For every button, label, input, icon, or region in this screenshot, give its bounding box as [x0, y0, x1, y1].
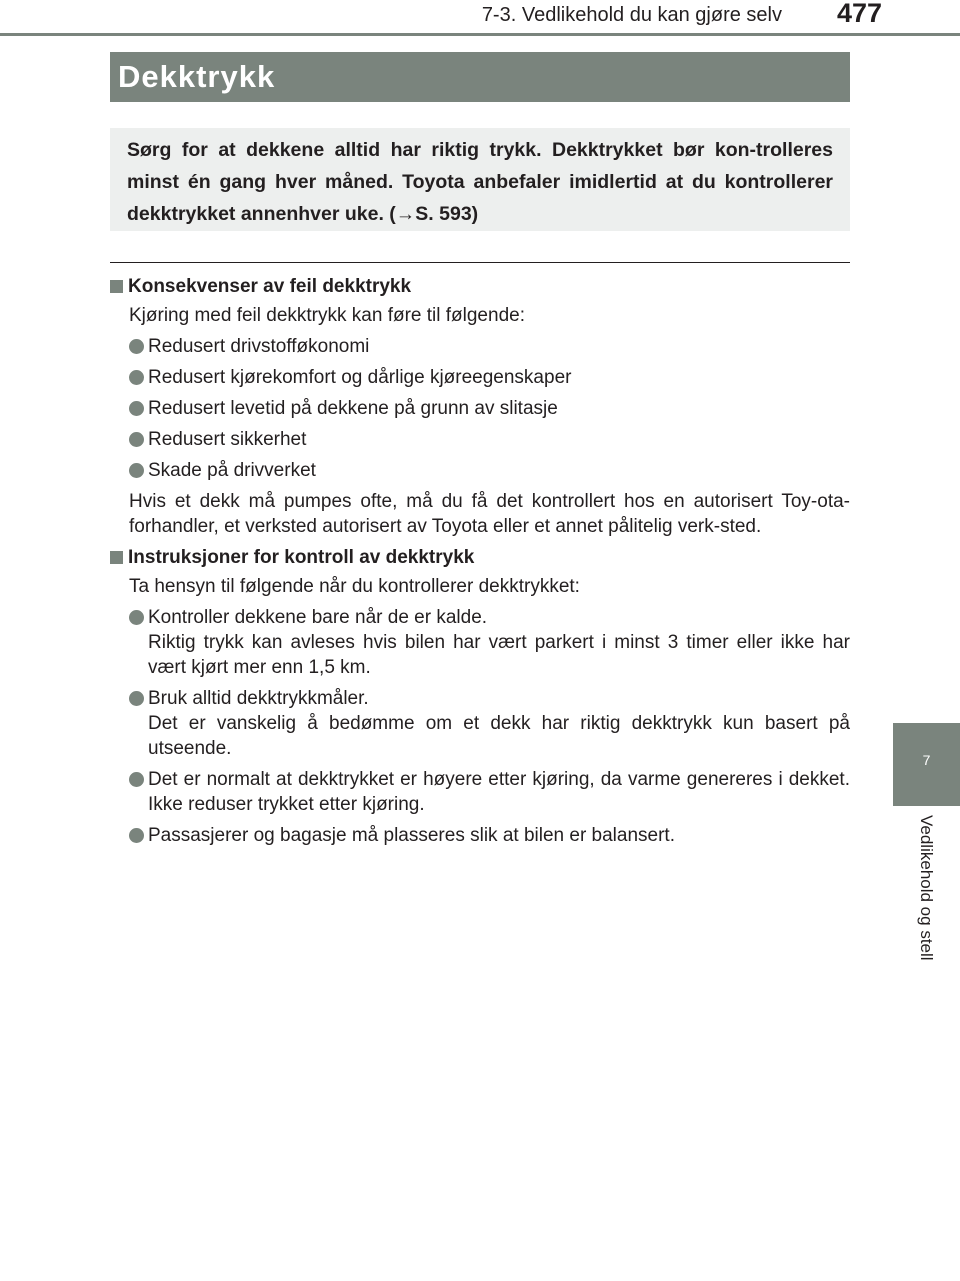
- list-item: Bruk alltid dekktrykkmåler. Det er vanskelig å bedømme om et dekk har riktig dekktrykk kun basert på utseende.: [110, 686, 850, 761]
- chapter-tab: [893, 723, 960, 806]
- round-bullet-icon: [129, 610, 144, 625]
- running-header-section: 7-3. Vedlikehold du kan gjøre selv: [481, 4, 782, 26]
- round-bullet-icon: [129, 463, 144, 478]
- section-heading-instructions: Instruksjoner for kontroll av dekktrykk: [110, 545, 850, 570]
- round-bullet-icon: [129, 339, 144, 354]
- section-lead: Ta hensyn til følgende når du kontrollerer dekktrykket:: [129, 576, 580, 597]
- page-title: Dekktrykk: [110, 52, 850, 102]
- chapter-title: Vedlikehold og stell: [917, 815, 936, 961]
- round-bullet-icon: [129, 828, 144, 843]
- list-item: Redusert drivstofføkonomi: [110, 334, 850, 359]
- list-item: Redusert kjørekomfort og dårlige kjøreegenskaper: [110, 365, 850, 390]
- intro-text: Sørg for at dekkene alltid har riktig trykk. Dekktrykket bør kon-trolleres minst én gang hver måned. Toyota anbefaler imidlertid at du kontrollerer dekktrykket annenhver uke. (→S. 593): [127, 139, 833, 225]
- section-trailing-text: Hvis et dekk må pumpes ofte, må du få det kontrollert hos en autorisert Toy-ota-forhandler, et verksted autorisert av Toyota eller et annet pålitelig verk-sted.: [129, 491, 850, 537]
- round-bullet-icon: [129, 432, 144, 447]
- section-lead: Kjøring med feil dekktrykk kan føre til følgende:: [129, 305, 525, 326]
- list-item: Det er normalt at dekktrykket er høyere etter kjøring, da varme genereres i dekket. Ikke reduser trykket etter kjøring.: [110, 767, 850, 817]
- chapter-number: 7: [922, 752, 931, 768]
- round-bullet-icon: [129, 691, 144, 706]
- square-bullet-icon: [110, 280, 123, 293]
- intro-divider: [110, 262, 850, 263]
- round-bullet-icon: [129, 772, 144, 787]
- square-bullet-icon: [110, 551, 123, 564]
- round-bullet-icon: [129, 370, 144, 385]
- list-item: Redusert sikkerhet: [110, 427, 850, 452]
- list-item: Skade på drivverket: [110, 458, 850, 483]
- list-item: Passasjerer og bagasje må plasseres slik at bilen er balansert.: [110, 823, 850, 848]
- main-content: [110, 272, 850, 854]
- list-item: Redusert levetid på dekkene på grunn av slitasje: [110, 396, 850, 421]
- list-item: Kontroller dekkene bare når de er kalde. Riktig trykk kan avleses hvis bilen har vært parkert i minst 3 timer eller ikke har vært kjørt mer enn 1,5 km.: [110, 605, 850, 680]
- intro-box: [110, 128, 850, 231]
- header-divider: [0, 33, 960, 36]
- round-bullet-icon: [129, 401, 144, 416]
- chapter-side-label: [896, 815, 956, 995]
- page-number: 477: [836, 0, 882, 28]
- section-heading-consequences: Konsekvenser av feil dekktrykk: [110, 274, 850, 299]
